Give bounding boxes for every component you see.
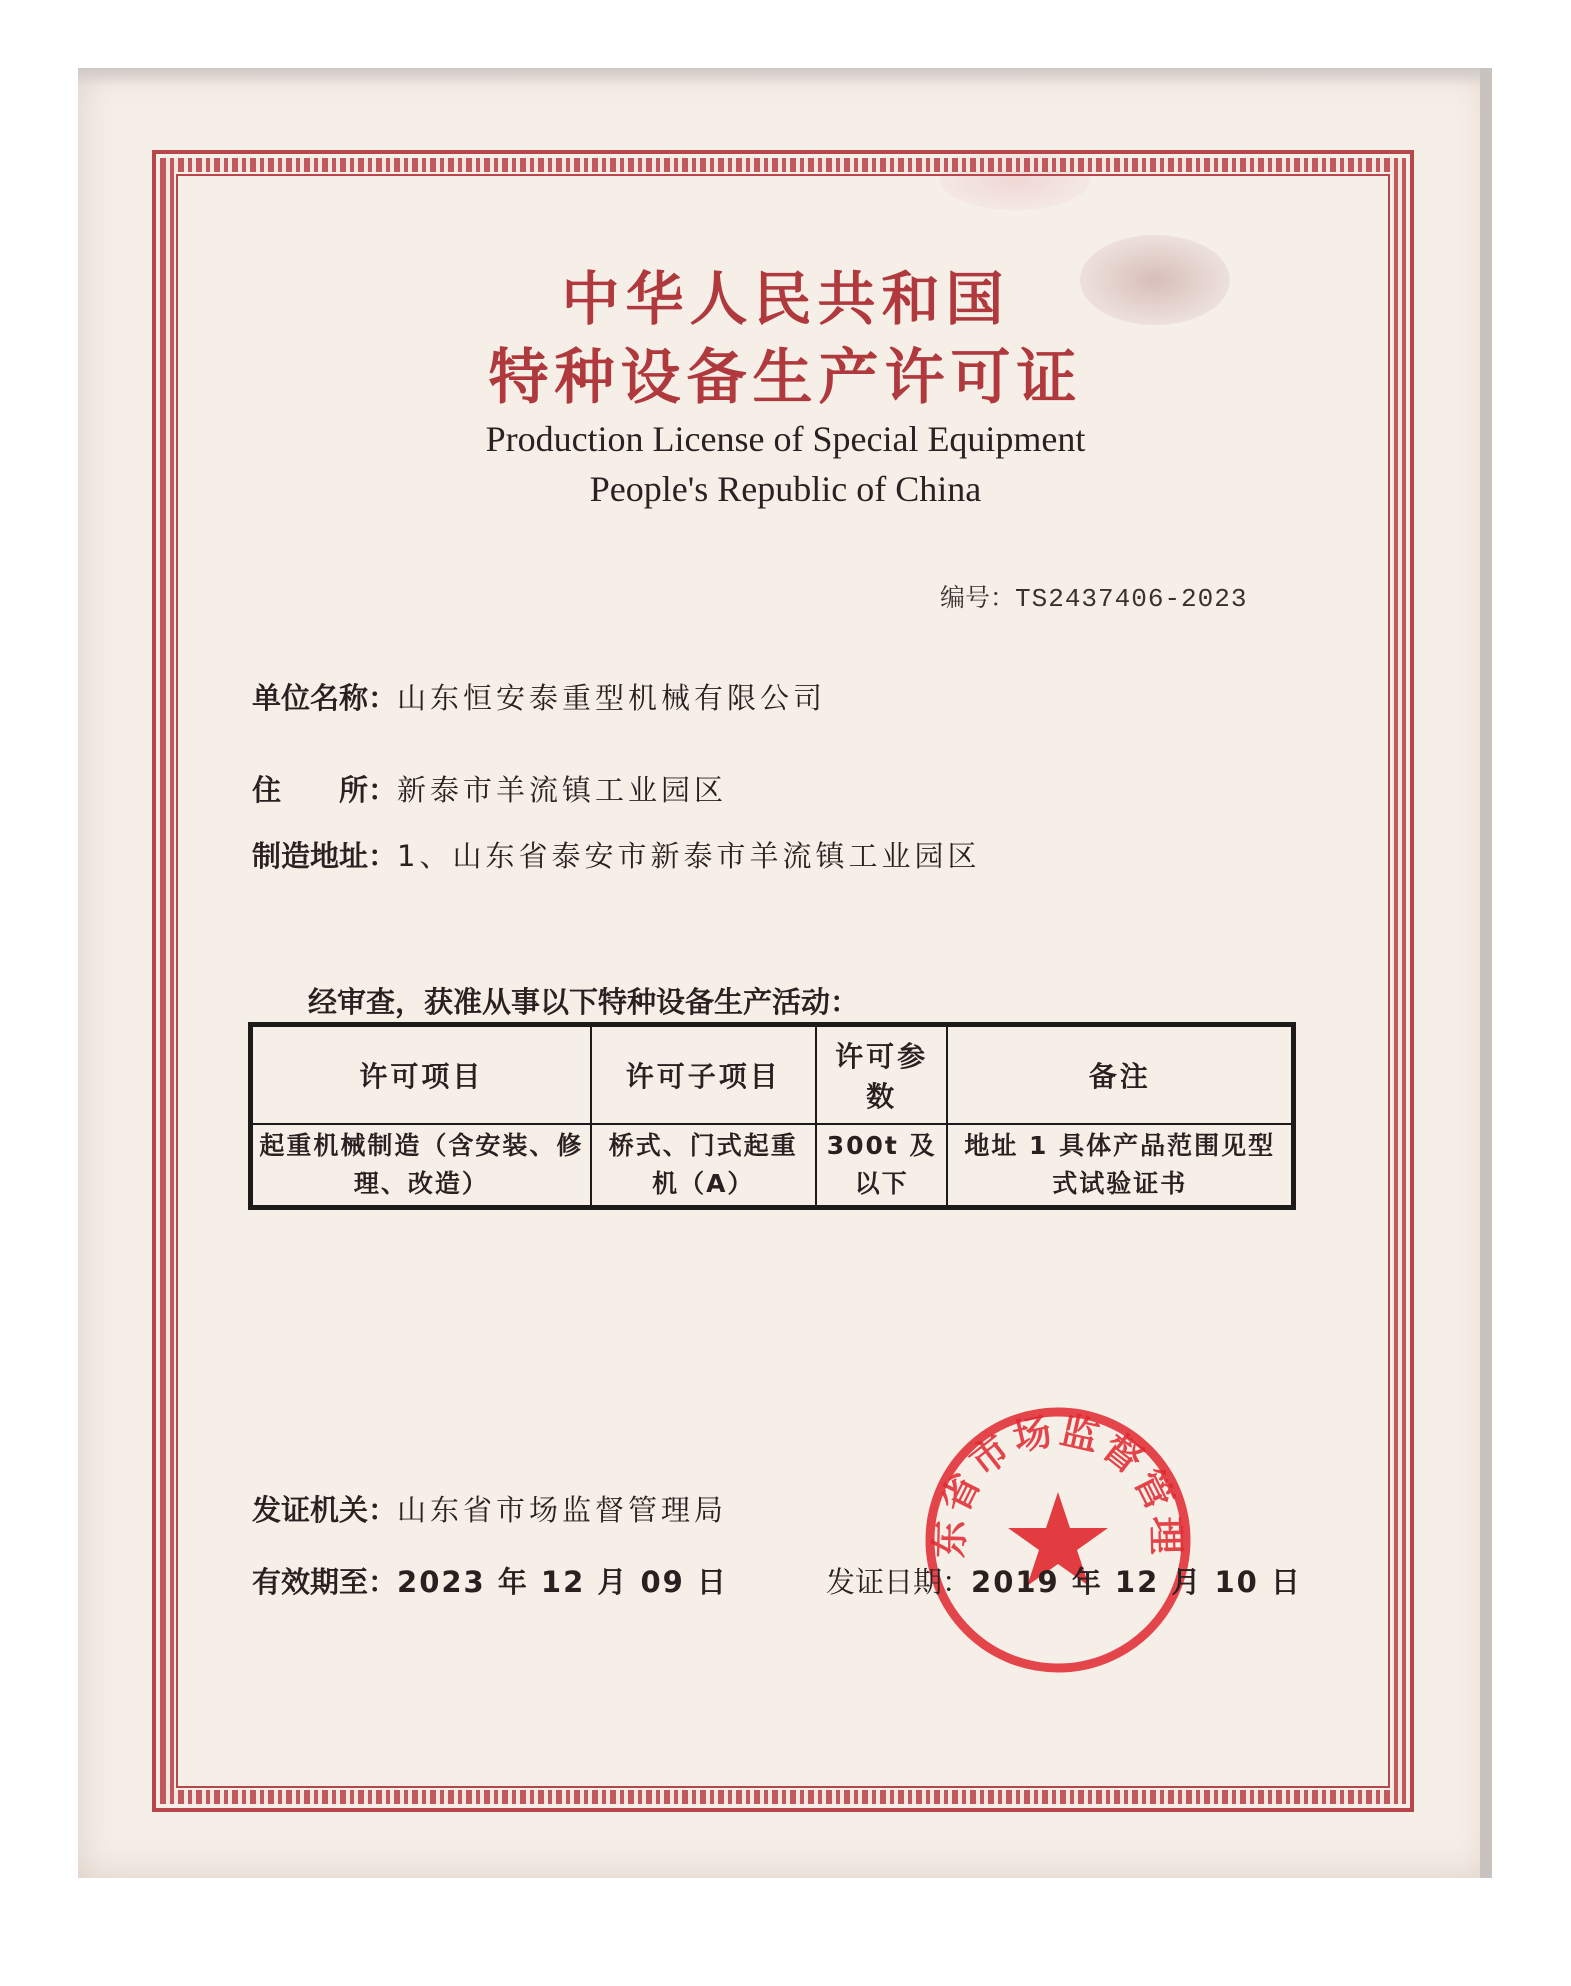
- table-cell: 起重机械制造（含安装、修理、改造）: [251, 1124, 591, 1208]
- table-cell: 地址 1 具体产品范围见型式试验证书: [947, 1124, 1293, 1208]
- official-seal: [918, 1400, 1198, 1680]
- table-cell: 桥式、门式起重机（A）: [591, 1124, 816, 1208]
- official-seal-graphic: [918, 1400, 1198, 1680]
- table-header-cell: 备注: [947, 1025, 1293, 1125]
- table-header-cell: 许可子项目: [591, 1025, 816, 1125]
- table-header-cell: 许可参数: [816, 1025, 948, 1125]
- title-chinese-line1: 中华人民共和国: [561, 265, 1010, 333]
- title-english-line1: Production License of Special Equipment: [485, 419, 1086, 459]
- valid-until-field: [252, 1560, 728, 1601]
- table-header-cell: 许可项目: [251, 1025, 591, 1125]
- paper-top-shadow: [78, 68, 1492, 86]
- seal-text: 东省市场监督管理: [927, 1408, 1189, 1559]
- table-header-row: [251, 1025, 1294, 1125]
- certificate-number-value: TS2437406-2023: [1015, 584, 1248, 614]
- certificate-number-label: 编号：: [940, 583, 1016, 612]
- manufacturing-address-field: [252, 834, 980, 875]
- address-label: 住 所：: [252, 773, 398, 807]
- table-row: [251, 1124, 1294, 1208]
- valid-until-value: 2023 年 12 月 09 日: [397, 1565, 728, 1599]
- address-value: 新泰市羊流镇工业园区: [397, 773, 728, 807]
- issuing-authority-label: 发证机关：: [252, 1493, 398, 1527]
- unit-name-label: 单位名称：: [252, 681, 398, 715]
- valid-until-label: 有效期至：: [252, 1565, 398, 1599]
- issuing-authority-field: [252, 1488, 727, 1529]
- issue-date-label: 发证日期：: [826, 1565, 972, 1599]
- issuing-authority-value: 山东省市场监督管理局: [397, 1493, 728, 1527]
- address-field: [252, 768, 727, 809]
- permit-table: [248, 1022, 1296, 1210]
- manufacturing-address-label: 制造地址：: [252, 839, 398, 873]
- unit-name-value: 山东恒安泰重型机械有限公司: [397, 681, 827, 715]
- table-cell: 300t 及以下: [816, 1124, 948, 1208]
- unit-name-field: [252, 676, 826, 717]
- permit-intro: 经审查，获准从事以下特种设备生产活动：: [308, 985, 860, 1019]
- issue-date-field: [826, 1560, 1302, 1601]
- title-english-line2: People's Republic of China: [589, 469, 982, 509]
- issue-date-value: 2019 年 12 月 10 日: [971, 1565, 1302, 1599]
- certificate-number: [940, 578, 1247, 614]
- manufacturing-address-value: 1、山东省泰安市新泰市羊流镇工业园区: [397, 839, 981, 873]
- title-chinese-line2: 特种设备生产许可证: [488, 343, 1083, 413]
